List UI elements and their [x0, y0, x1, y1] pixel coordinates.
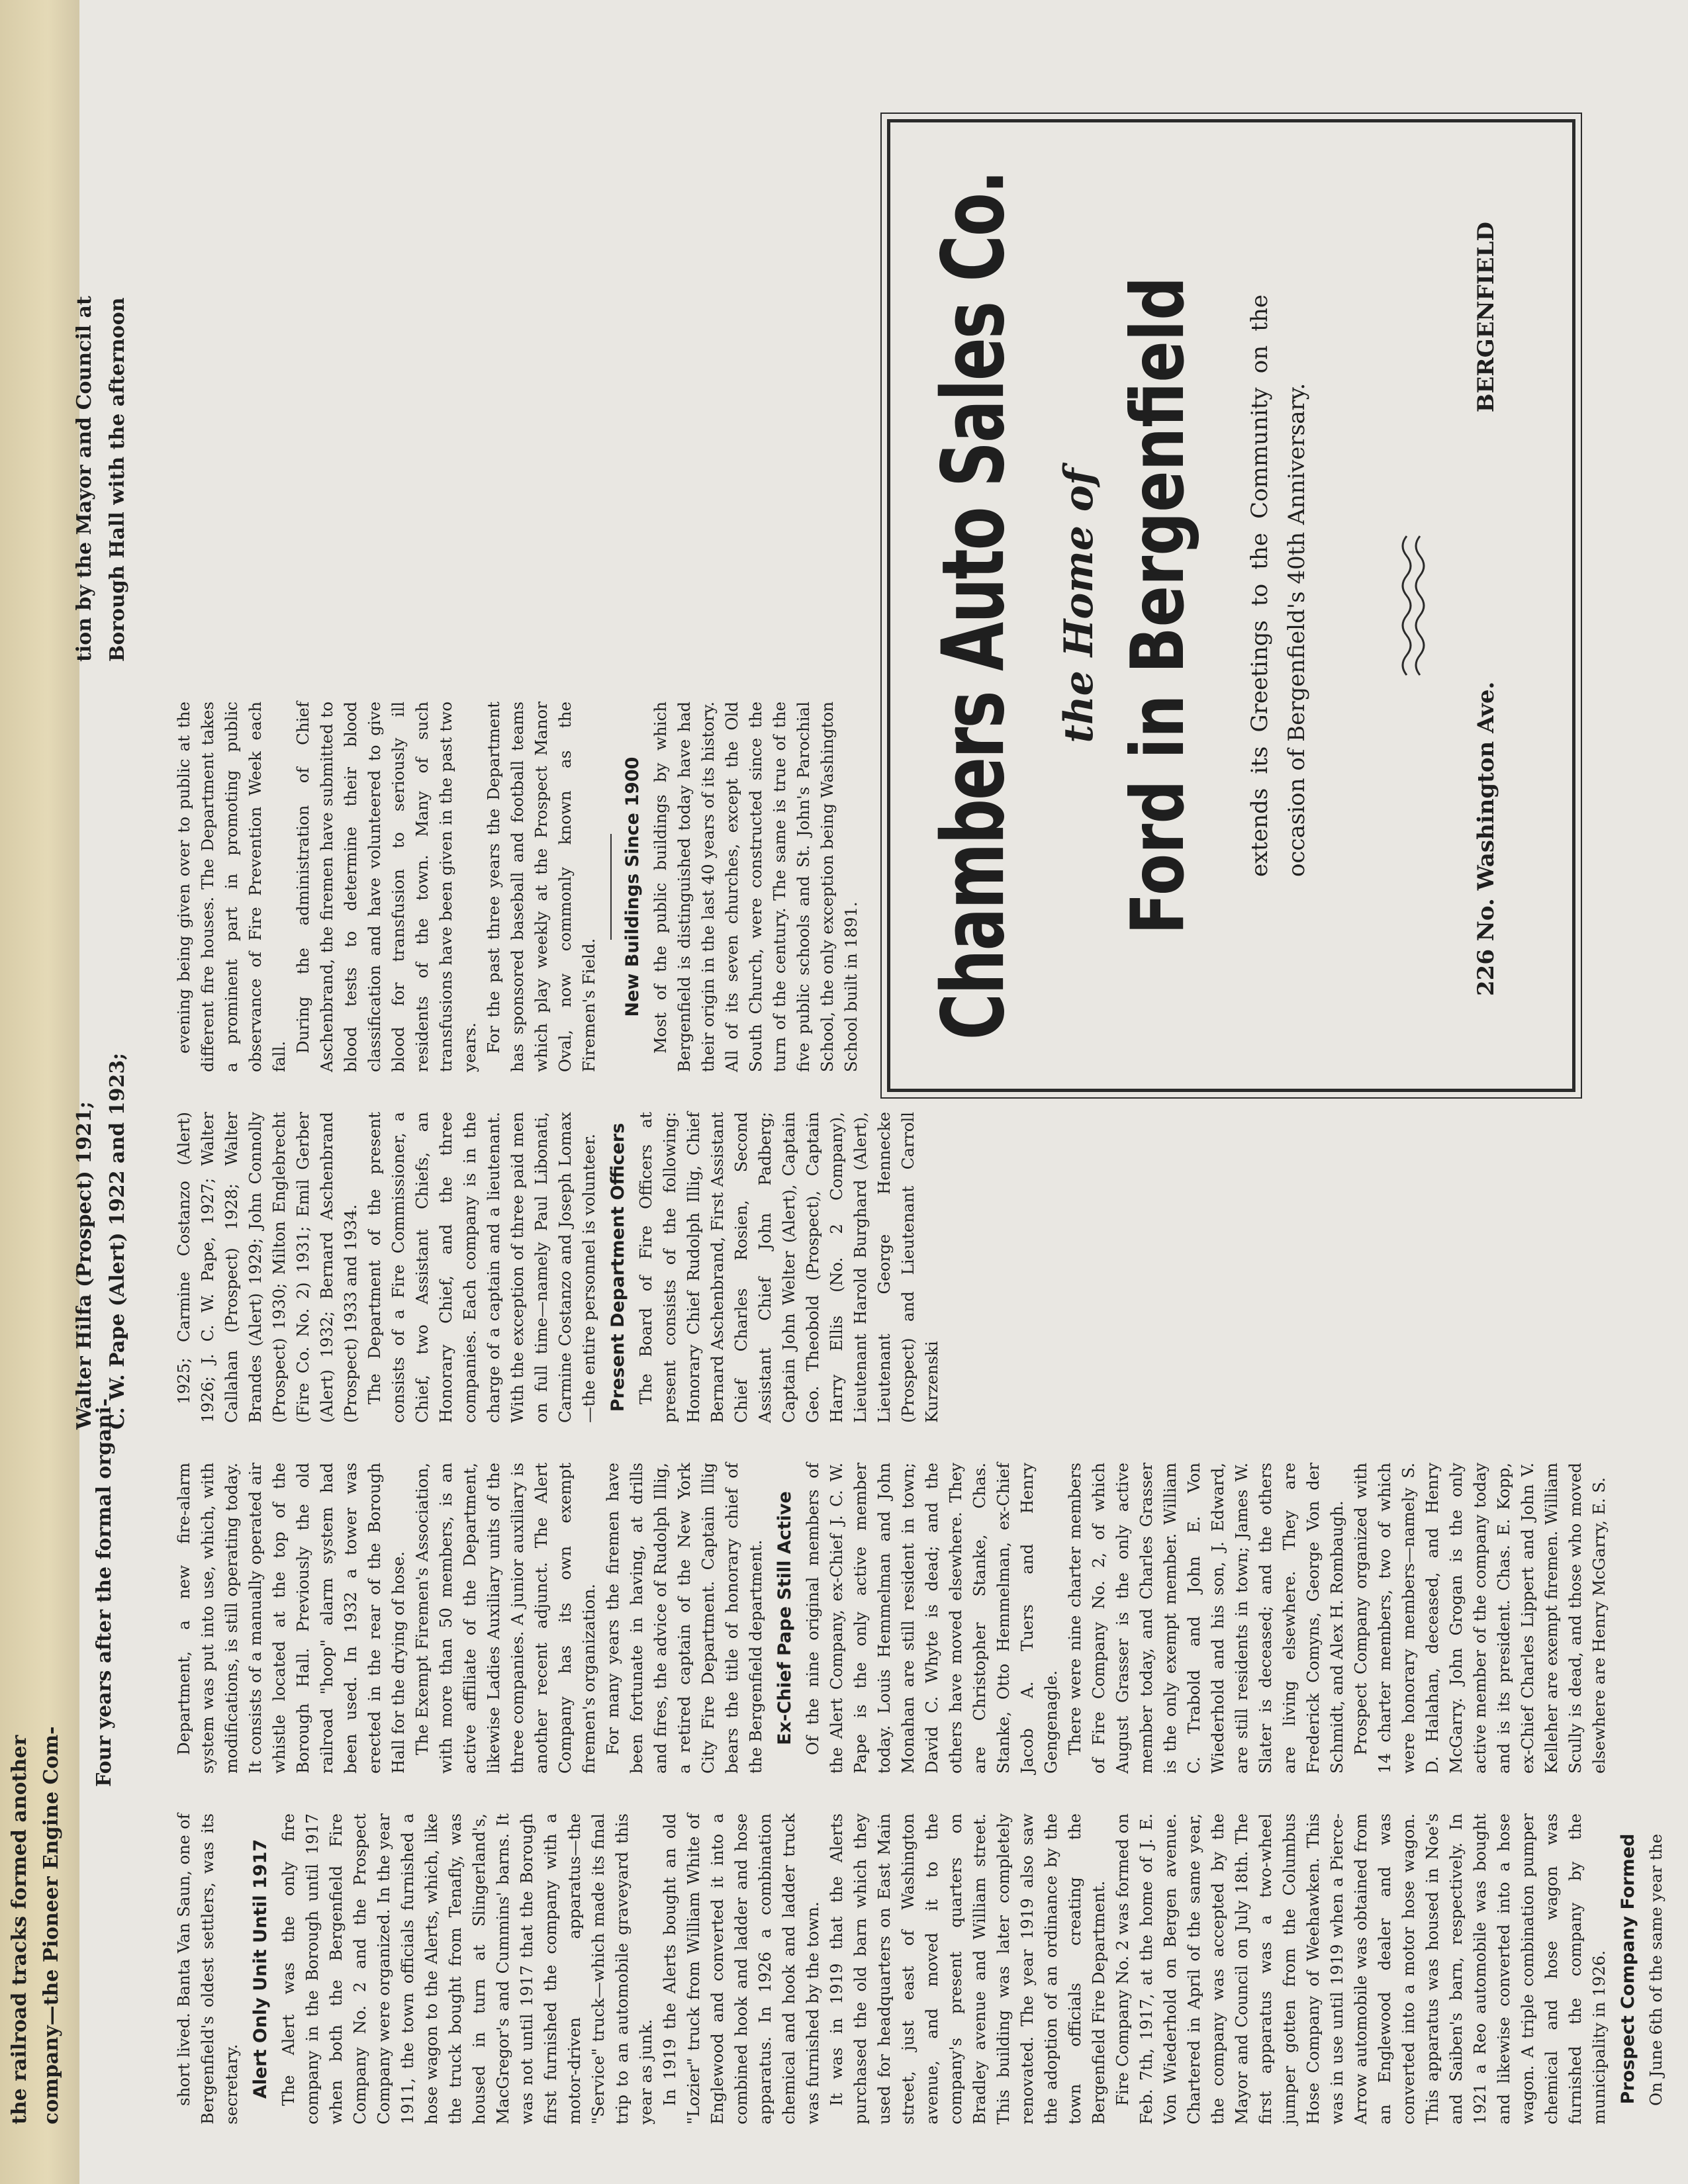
ad-address: 226 No. Washington Ave.	[1473, 681, 1499, 996]
article-paragraph: During the administration of Chief Aschenbrand, the firemen have submitted to blood tests to determine their blood classification and have volunteered to give blood for transfusion to seriously ill residents of the town. Many of such transfusions have been given in the past two years.	[293, 702, 479, 1072]
article-paragraph: Prospect Company organized with 14 charter members, two of which were honorary members—namely S. D. Halahan, deceased, and Henry McGarry. John Grogan is the only active member of the company today and is its president. Chas. E. Kopp, ex-Chief Charles Lippert and John V. Kelleher are exempt firemen. William Scully is dead, and those who moved elsewhere are Henry McGarry, E. S.	[1351, 1463, 1609, 1774]
section-heading: Prospect Company Formed	[1618, 1833, 1638, 2105]
top-fragment-5: C. W. Pape (Alert) 1922 and 1923;	[106, 1052, 129, 1430]
article-column-1	[172, 1813, 1681, 2124]
section-heading: Ex-Chief Pape Still Active	[774, 1491, 795, 1745]
article-paragraph: The Exempt Firemen's Association, with more than 50 members, is an active affiliate of the Department, likewise Ladies Auxiliary units of the three companies. A junior auxiliary is another recent adjunct. The Alert Company has its own exempt firemen's organization.	[412, 1463, 598, 1774]
top-fragment-3: Four years after the formal organi-	[93, 1398, 116, 1787]
article-column-4	[172, 702, 874, 1072]
article-paragraph: The Alert was the only fire company in the Borough until 1917 when both the Bergenfield Fire Company No. 2 and the Prospect Company were organized. In the year 1911, the town officials furnished a hose wagon to the Alerts, which, like the truck bought from Tenafly, was housed in turn at Slingerland's, MacGregor's and Cummins' barns. It was not until 1917 that the Borough first furnished the company with a motor-driven apparatus—the "Service" truck—which made its final trip to an automobile graveyard this year as junk.	[279, 1813, 655, 2124]
top-fragment-4: Walter Hilfa (Prospect) 1921;	[73, 1101, 96, 1430]
article-paragraph: It was in 1919 that the Alerts purchased the old barn which they used for headquarters on East Main street, just east of Washington avenue, and moved it to the company's present quarters on Bradley avenue and William street. This building was later completely renovated. The year 1919 also saw the adoption of an ordinance by the town officials creating the Bergenfield Fire Department.	[827, 1813, 1108, 2124]
top-fragment-2: company—the Pioneer Engine Com-	[40, 1726, 63, 2124]
top-fragment-1: the railroad tracks formed another	[8, 1735, 31, 2124]
top-fragment-7: Borough Hall with the afternoon	[106, 297, 129, 662]
wave-ornament-icon	[1393, 533, 1433, 678]
article-paragraph: Of the nine original members of the Alert Company, ex-Chief J. C. W. Pape is the only active member today. Louis Hemmelman and John Monahan are still resident in town; David C. Whyte is dead; and the others have moved elsewhere. They are Christopher Stanke, Chas. Stanke, Otto Hemmelman, ex-Chief Jacob A. Tuers and Henry Gengenagle.	[803, 1463, 1060, 1774]
article-paragraph: There were nine charter members of Fire Company No. 2, of which August Grasser is the only active member today, and Charles Grasser is the only exempt member. William C. Trabold and John E. Von Wiederhold and his son, J. Edward, are still residents in town; James W. Slater is deceased; and the others are living elsewhere. They are Frederick Comyns, George Von der Schmidt, and Alex H. Rombaugh.	[1065, 1463, 1346, 1774]
article-paragraph: In 1919 the Alerts bought an old "Lozier" truck from William White of Englewood and converted it into a combined hook and ladder and hose apparatus. In 1926 a combination chemical and hook and ladder truck was furnished by the town.	[660, 1813, 822, 2124]
ad-company-name: Chambers Auto Sales Co.	[923, 171, 1024, 1040]
section-heading: New Buildings Since 1900	[622, 756, 643, 1017]
article-column-3	[172, 1112, 941, 1423]
ad-greeting-text: extends its Greetings to the Community on the occasion of Bergenfield's 40th Anniversary.	[1246, 295, 1310, 877]
article-paragraph: The Board of Fire Officers at present consists of the following: Honorary Chief Rudolph Illig, Chief Bernard Aschenbrand, First Assistant Chief Charles Rosien, Second Assistant Chief John Padberg; Captain John Welter (Alert), Captain Geo. Theobold (Prospect), Captain Harry Ellis (No. 2 Company), Lieutenant Harold Burghard (Alert), Lieutenant George Hennecke (Prospect) and Lieutenant Carroll Kurzenski	[636, 1112, 941, 1423]
article-paragraph: evening being given over to public at the different fire houses. The Department takes a prominent part in promoting public observance of Fire Prevention Week each fall.	[174, 702, 289, 1072]
section-divider	[610, 834, 612, 940]
article-paragraph: For the past three years the Department has sponsored baseball and football teams which play weekly at the Prospect Manor Oval, now commonly known as the Firemen's Field.	[484, 702, 598, 1072]
ad-tagline: the Home of	[1056, 468, 1102, 743]
section-heading: Present Department Officers	[608, 1122, 628, 1412]
article-paragraph: Department, a new fire-alarm system was put into use, which, with modifications, is still operating today. It consists of a manually operated air whistle located at the top of the Borough Hall. Previously the old railroad "hoop" alarm system had been used. In 1932 a tower was erected in the rear of the Borough Hall for the drying of hose.	[174, 1463, 408, 1774]
article-paragraph: Fire Company No. 2 was formed on Feb. 7th, 1917, at the home of J. E. Von Wiederhold on Bergen avenue. Chartered in April of the same year, the company was accepted by the Mayor and Council on July 18th. The first apparatus was a two-wheel jumper gotten from the Columbus Hose Company of Weehawken. This was in use until 1919 when a Pierce-Arrow automobile was obtained from an Englewood dealer and was converted into a motor hose wagon. This apparatus was housed in Noe's and Saiben's barn, respectively. In 1921 a Reo automobile was bought and likewise converted into a hose wagon. A triple combination pumper chemical and hose wagon was furnished the company by the municipality in 1926.	[1113, 1813, 1609, 2124]
article-paragraph: The Department of the present consists of a Fire Commissioner, a Chief, two Assistant Chiefs, an Honorary Chief, and the three companies. Each company is in the charge of a captain and a lieutenant. With the exception of three paid men on full time—namely Paul Libonati, Carmine Costanzo and Joseph Lomax—the entire personnel is volunteer.	[365, 1112, 598, 1423]
section-heading: Alert Only Unit Until 1917	[250, 1839, 271, 2099]
ad-town: BERGENFIELD	[1473, 222, 1499, 413]
article-paragraph: 1925; Carmine Costanzo (Alert) 1926; J. C. W. Pape, 1927; Walter Callahan (Prospect) 1928; Walter Brandes (Alert) 1929; John Connolly (Prospect) 1930; Milton Englebrecht (Fire Co. No. 2) 1931; Emil Gerber (Alert) 1932; Bernard Aschenbrand (Prospect) 1933 and 1934.	[174, 1112, 360, 1423]
ad-headline: Ford in Bergenfield	[1115, 276, 1201, 935]
article-paragraph: On June 6th of the same year the	[1646, 1833, 1665, 2106]
article-column-2	[172, 1463, 1681, 1774]
article-paragraph: short lived. Banta Van Saun, one of Bergenfield's oldest settlers, was its secretary.	[174, 1813, 241, 2124]
top-fragment-6: tion by the Mayor and Council at	[73, 296, 96, 662]
article-paragraph: Most of the public buildings by which Bergenfield is distinguished today have had their origin in the last 40 years of its history. All of its seven churches, except the Old South Church, were constructed since the turn of the century. The same is true of the five public schools and St. John's Parochial School, the only exception being Washington School built in 1891.	[651, 702, 861, 1072]
chambers-auto-advertisement	[887, 119, 1575, 1092]
article-paragraph: For many years the firemen have been fortunate in having, at drills and fires, the advice of Rudolph Illig, a retired captain of the New York City Fire Department. Captain Illig bears the title of honorary chief of the Bergenfield department.	[603, 1463, 765, 1774]
